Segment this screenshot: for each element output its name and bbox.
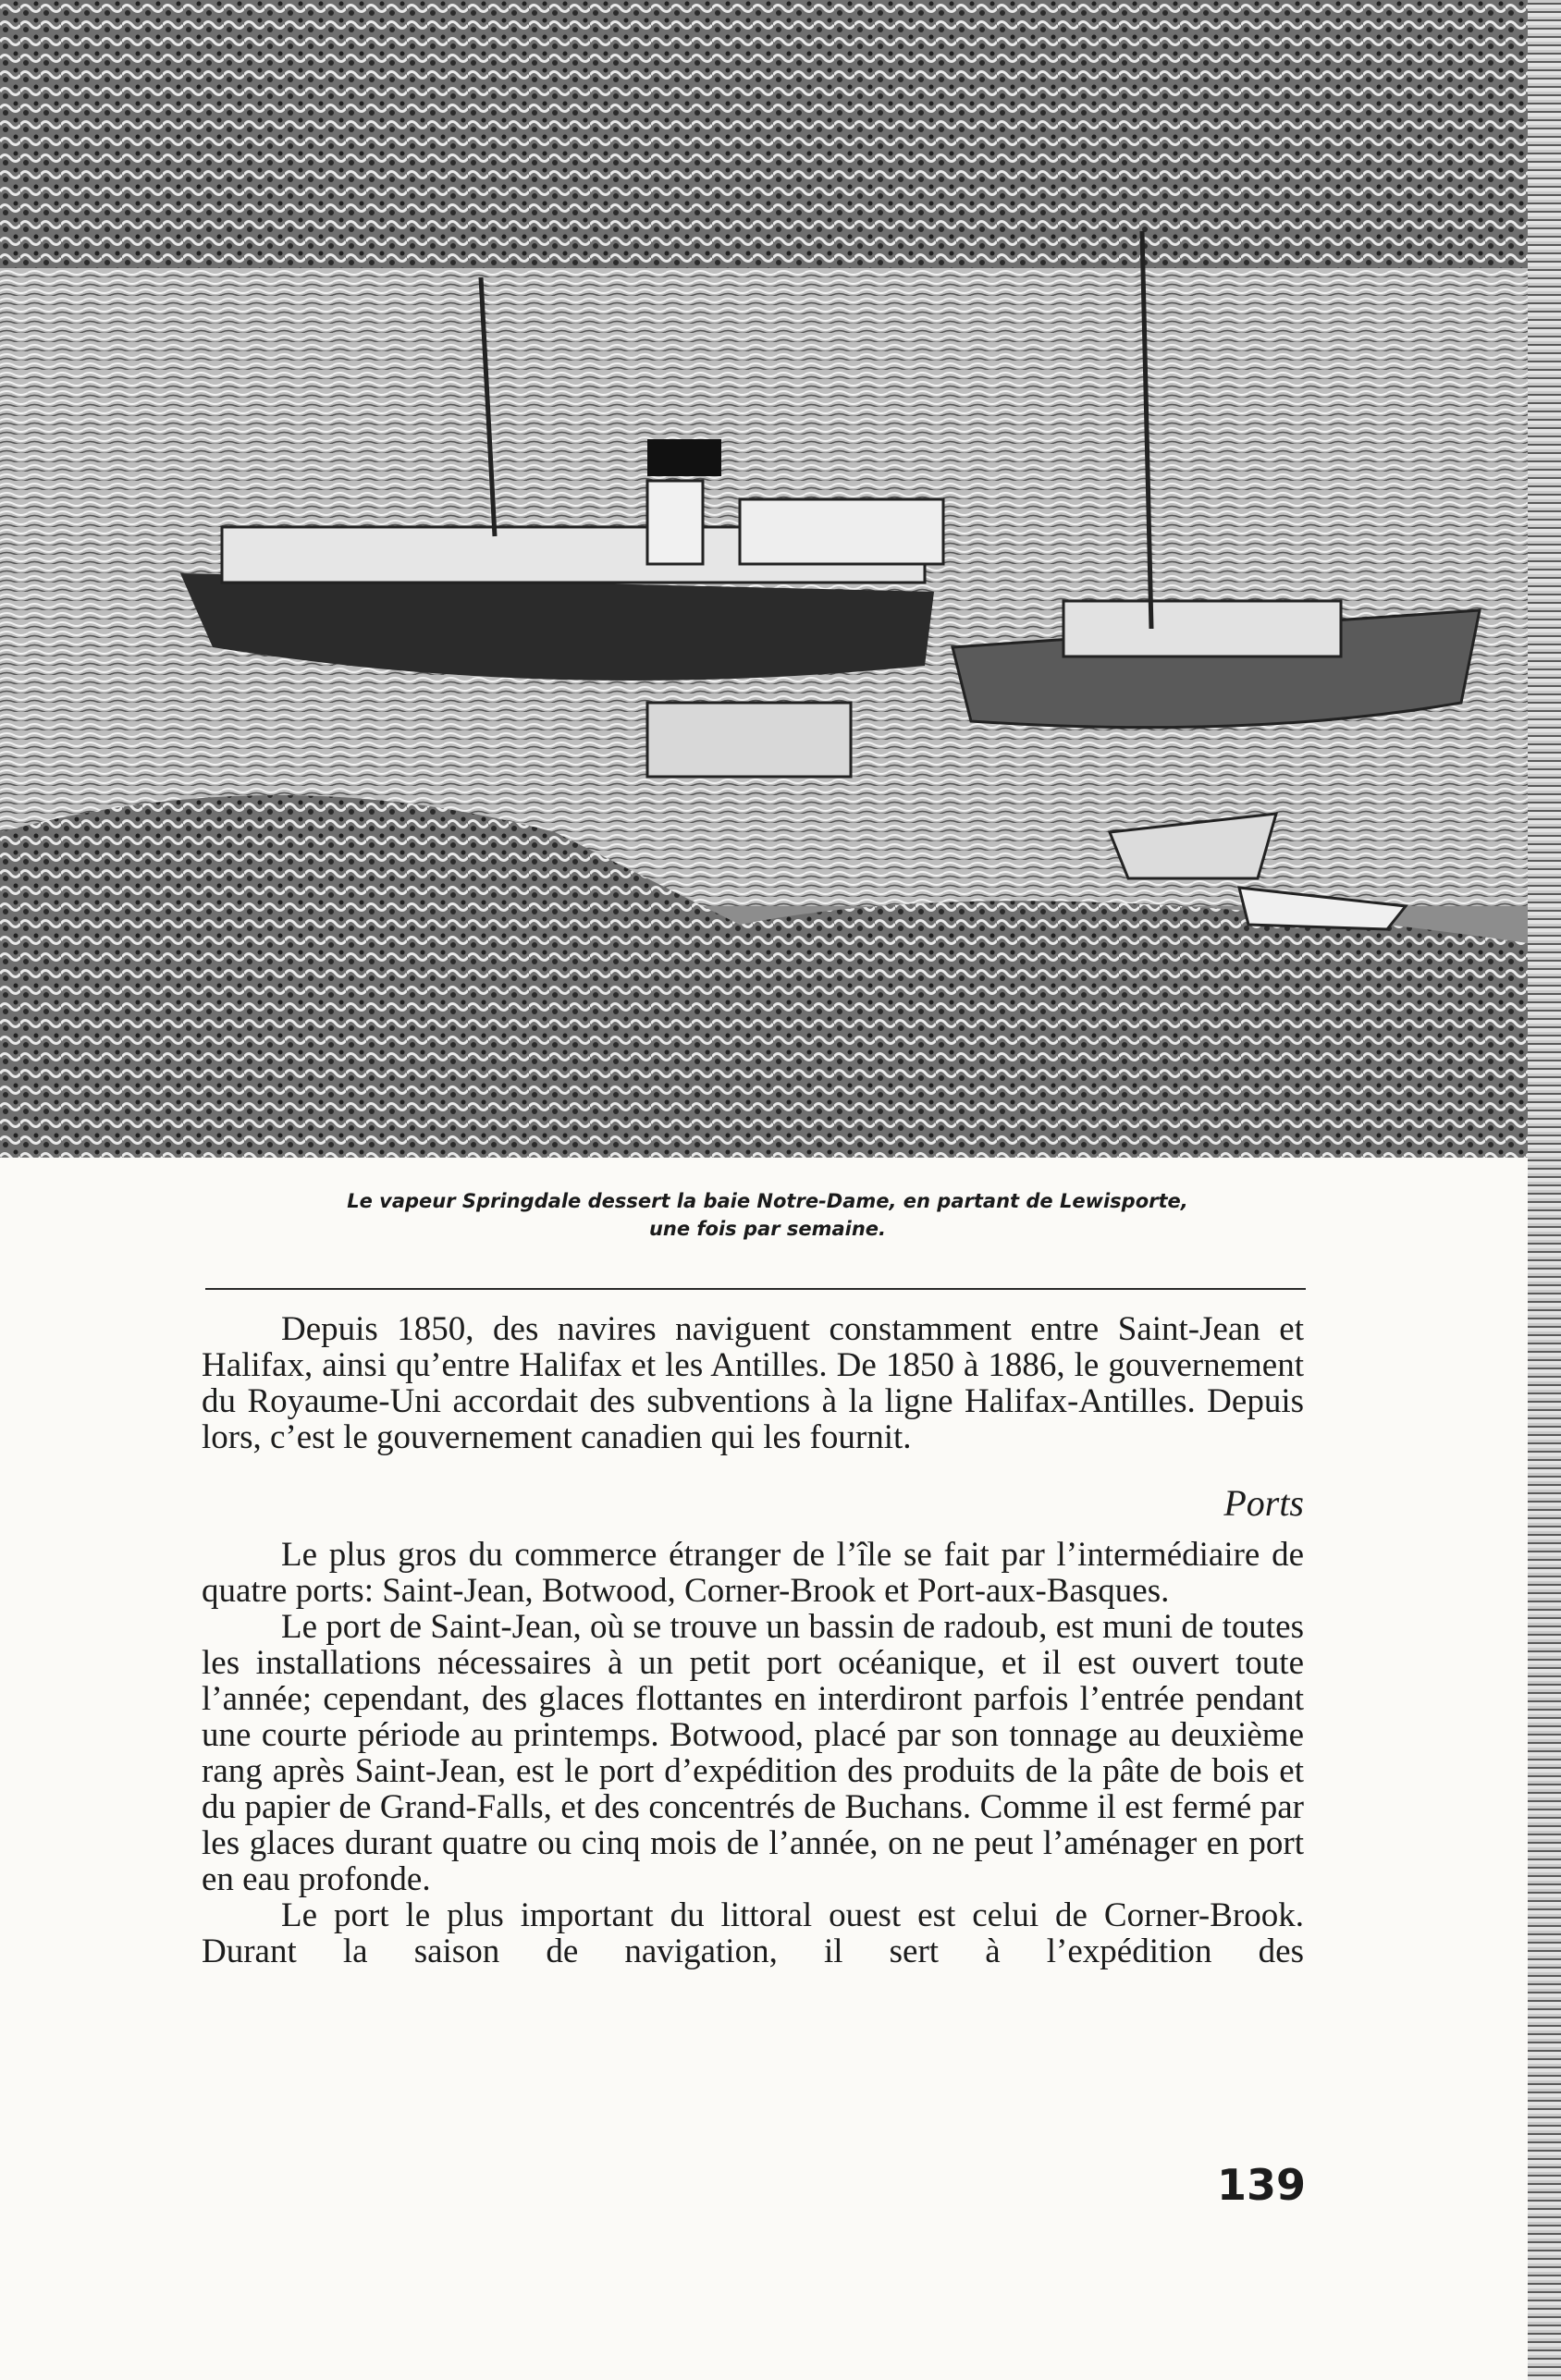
caption-line-2: une fois par semaine. — [648, 1218, 887, 1240]
photo-caption — [240, 1187, 1295, 1243]
paragraph: Le port de Saint-Jean, où se trouve un bassin de radoub, est muni de toutes les installations nécessaires à un petit port océanique, et il est ouvert toute l’année; cependant, des glaces flottantes en interdiront parfois l’entrée pendant une courte période au printemps. Botwood, placé par son tonnage au deuxième rang après Saint-Jean, est le port d’expédition des produits de la pâte de bois et du papier de Grand-Falls, et des concentrés de Buchans. Comme il est fermé par les glaces durant quatre ou cinq mois de l’année, on ne peut l’aménager en port en eau profonde. — [202, 1608, 1304, 1898]
scan-edge — [1528, 0, 1561, 2380]
paragraph: Le port le plus important du littoral ouest est celui de Corner-Brook. Durant la saison de navigation, il sert à l’expédition des — [202, 1896, 1304, 1970]
page-number: 139 — [1216, 2160, 1306, 2210]
section-title: Ports — [1223, 1482, 1304, 1524]
caption-line-1: Le vapeur Springdale dessert la baie Notre-Dame, en partant de Lewisporte, — [347, 1190, 1188, 1212]
caption-divider — [205, 1288, 1306, 1290]
steamship-photo — [0, 0, 1528, 1158]
paragraph-intro: Depuis 1850, des navires naviguent constamment entre Saint-Jean et Halifax, ainsi qu’entre Halifax et les Antilles. De 1850 à 1886, le gouvernement du Royaume-Uni accordait des subventions à la ligne Halifax-Antilles. Depuis lors, c’est le gouvernement canadien qui les fournit. — [202, 1310, 1304, 1456]
paragraph: Le plus gros du commerce étranger de l’île se fait par l’intermédiaire de quatre ports: Saint-Jean, Botwood, Corner-Brook et Port-aux-Basques. — [202, 1536, 1304, 1610]
page-body — [202, 1311, 1304, 1969]
steamship-photo-icon — [0, 0, 1528, 1158]
